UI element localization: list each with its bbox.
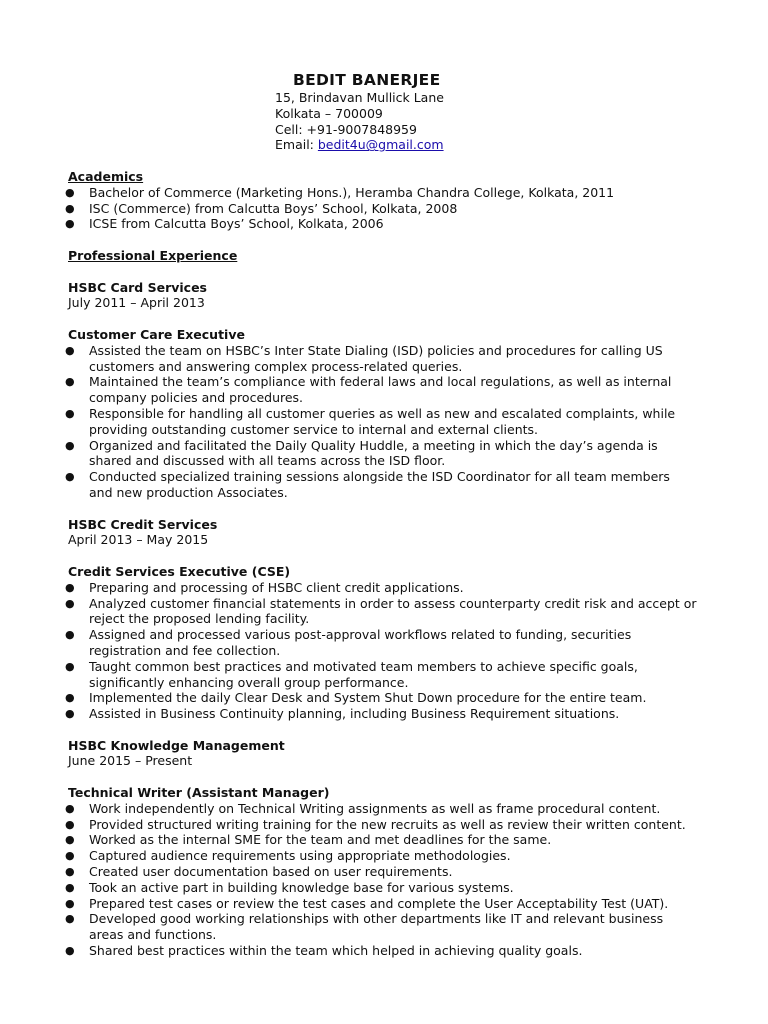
bullet-icon: ● bbox=[65, 406, 75, 420]
academics-heading: Academics bbox=[68, 169, 144, 184]
address-line-1: 15, Brindavan Mullick Lane bbox=[275, 90, 444, 105]
list-item bbox=[65, 911, 718, 943]
list-item bbox=[65, 879, 718, 896]
bullet-icon: ● bbox=[65, 217, 75, 231]
bullet-text: Assisted in Business Continuity planning, including Business Requirement situations. bbox=[89, 706, 620, 722]
bullet-text: Prepared test cases or review the test cases and complete the User Acceptability Test (UAT). bbox=[89, 895, 669, 911]
bullet-icon: ● bbox=[65, 833, 75, 847]
company-name: HSBC Card Services bbox=[68, 279, 207, 295]
bullet-text: Shared best practices within the team which helped in achieving quality goals. bbox=[89, 943, 583, 959]
bullet-text: Maintained the team’s compliance with federal laws and local regulations, as well as internal bbox=[89, 374, 672, 390]
bullet-icon: ● bbox=[65, 596, 75, 610]
list-item bbox=[65, 342, 718, 375]
list-item bbox=[65, 800, 718, 817]
bullet-text: Provided structured writing training for the new recruits as well as review their written content. bbox=[89, 816, 686, 832]
list-item bbox=[65, 816, 718, 833]
company-name: HSBC Knowledge Management bbox=[68, 737, 285, 753]
company-name: HSBC Credit Services bbox=[68, 516, 218, 532]
list-item bbox=[65, 943, 718, 959]
list-item bbox=[65, 627, 718, 659]
job-bullets bbox=[65, 800, 718, 959]
bullet-text: Developed good working relationships with other departments like IT and relevant business bbox=[89, 911, 664, 927]
bullet-text: areas and functions. bbox=[89, 927, 217, 943]
list-item bbox=[65, 579, 718, 596]
address-line-2: Kolkata – 700009 bbox=[275, 105, 383, 121]
bullet-icon: ● bbox=[65, 185, 75, 199]
bullet-icon: ● bbox=[65, 580, 75, 594]
cell-number: Cell: +91-9007848959 bbox=[275, 121, 417, 137]
bullet-icon: ● bbox=[65, 438, 75, 452]
list-item bbox=[65, 405, 718, 438]
academics-item: Bachelor of Commerce (Marketing Hons.), Heramba Chandra College, Kolkata, 2011 bbox=[89, 184, 615, 200]
bullet-icon: ● bbox=[65, 944, 75, 958]
bullet-text: Assigned and processed various post-approval workflows related to funding, securities bbox=[89, 627, 632, 643]
academics-item: ISC (Commerce) from Calcutta Boys’ School, Kolkata, 2008 bbox=[89, 200, 458, 216]
email-label: Email: bbox=[275, 137, 318, 153]
list-item bbox=[65, 216, 718, 232]
list-item bbox=[65, 832, 718, 848]
bullet-text: Responsible for handling all customer queries as well as new and escalated complaints, while bbox=[89, 405, 676, 421]
bullet-icon: ● bbox=[65, 470, 75, 484]
bullet-text: customers and answering complex process-related queries. bbox=[89, 358, 463, 374]
bullet-text: Conducted specialized training sessions alongside the ISD Coordinator for all team members bbox=[89, 469, 670, 485]
email-line bbox=[275, 137, 444, 153]
email-link[interactable]: bedit4u@gmail.com bbox=[317, 137, 444, 153]
job-role: Technical Writer (Assistant Manager) bbox=[68, 785, 330, 801]
bullet-icon: ● bbox=[65, 628, 75, 642]
bullet-text: and new production Associates. bbox=[89, 484, 288, 500]
contact-header bbox=[275, 70, 444, 153]
list-item bbox=[65, 848, 718, 864]
bullet-icon: ● bbox=[65, 896, 75, 910]
bullet-icon: ● bbox=[65, 343, 75, 357]
candidate-name: BEDIT BANERJEE bbox=[293, 71, 441, 89]
list-item bbox=[65, 595, 718, 628]
bullet-icon: ● bbox=[65, 659, 75, 673]
bullet-icon: ● bbox=[65, 817, 75, 831]
list-item bbox=[65, 864, 718, 880]
bullet-text: Implemented the daily Clear Desk and System Shut Down procedure for the entire team. bbox=[89, 690, 647, 706]
bullet-text: providing outstanding customer service to internal and external clients. bbox=[89, 421, 539, 437]
academics-item: ICSE from Calcutta Boys’ School, Kolkata, 2006 bbox=[89, 216, 384, 232]
bullet-text: significantly enhancing overall group performance. bbox=[89, 674, 409, 690]
job-dates: April 2013 – May 2015 bbox=[68, 532, 209, 548]
job-dates: June 2015 – Present bbox=[68, 753, 193, 769]
bullet-text: shared and discussed with all teams across the ISD floor. bbox=[89, 453, 446, 469]
list-item bbox=[65, 200, 718, 217]
bullet-icon: ● bbox=[65, 707, 75, 721]
bullet-text: registration and fee collection. bbox=[89, 642, 281, 658]
bullet-icon: ● bbox=[65, 865, 75, 879]
job-bullets bbox=[65, 342, 718, 501]
bullet-text: Taught common best practices and motivated team members to achieve specific goals, bbox=[89, 658, 638, 674]
academics-list bbox=[65, 184, 718, 232]
bullet-text: Worked as the internal SME for the team and met deadlines for the same. bbox=[89, 832, 552, 848]
bullet-text: Preparing and processing of HSBC client credit applications. bbox=[89, 579, 464, 595]
list-item bbox=[65, 184, 718, 201]
bullet-icon: ● bbox=[65, 912, 75, 926]
bullet-text: Created user documentation based on user requirements. bbox=[89, 864, 453, 880]
list-item bbox=[65, 895, 718, 912]
job-role: Customer Care Executive bbox=[68, 326, 245, 342]
bullet-text: Captured audience requirements using appropriate methodologies. bbox=[89, 848, 511, 864]
bullet-text: reject the proposed lending facility. bbox=[89, 611, 310, 627]
job-dates: July 2011 – April 2013 bbox=[68, 295, 205, 311]
experience-heading: Professional Experience bbox=[68, 247, 238, 263]
list-item bbox=[65, 437, 718, 470]
bullet-icon: ● bbox=[65, 880, 75, 894]
bullet-icon: ● bbox=[65, 691, 75, 705]
list-item bbox=[65, 374, 718, 406]
job-bullets bbox=[65, 579, 718, 722]
list-item bbox=[65, 690, 718, 706]
bullet-text: Took an active part in building knowledge base for various systems. bbox=[89, 879, 514, 895]
list-item bbox=[65, 469, 718, 501]
bullet-icon: ● bbox=[65, 201, 75, 215]
list-item bbox=[65, 706, 718, 722]
job-role: Credit Services Executive (CSE) bbox=[68, 563, 291, 579]
list-item bbox=[65, 658, 718, 691]
bullet-icon: ● bbox=[65, 801, 75, 815]
bullet-text: Analyzed customer financial statements in order to assess counterparty credit risk and accept or bbox=[89, 595, 697, 611]
bullet-icon: ● bbox=[65, 849, 75, 863]
bullet-text: Work independently on Technical Writing assignments as well as frame procedural content. bbox=[89, 800, 661, 816]
bullet-icon: ● bbox=[65, 375, 75, 389]
resume-body bbox=[65, 169, 718, 959]
bullet-text: Assisted the team on HSBC’s Inter State Dialing (ISD) policies and procedures for calling US bbox=[89, 342, 663, 358]
bullet-text: company policies and procedures. bbox=[89, 390, 304, 406]
bullet-text: Organized and facilitated the Daily Quality Huddle, a meeting in which the day’s agenda is bbox=[89, 437, 658, 453]
